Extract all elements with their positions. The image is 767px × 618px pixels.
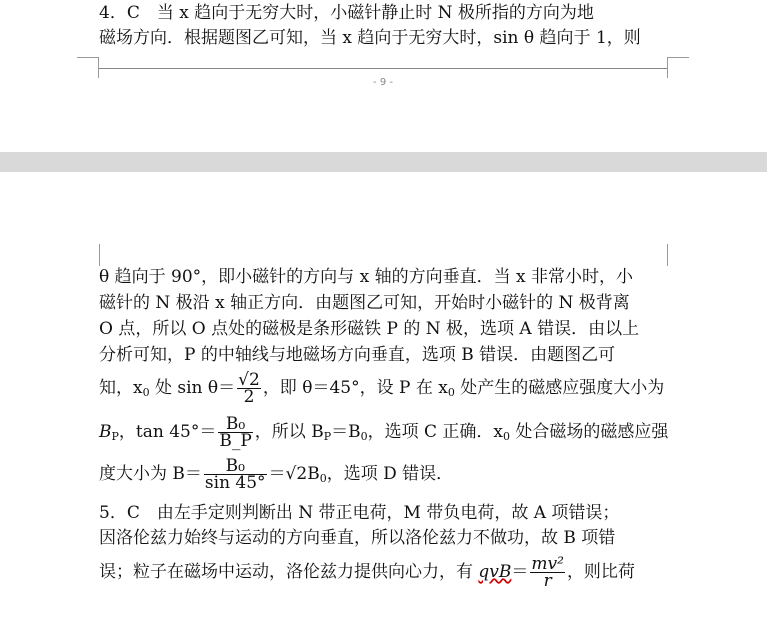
text: ，即 θ＝45°，设 P 在 x — [262, 378, 448, 398]
denominator: sin 45° — [204, 473, 266, 493]
subscript: 0 — [142, 386, 150, 399]
text: 度大小为 B＝ — [99, 464, 202, 484]
text: 处 sin θ＝ — [149, 378, 236, 398]
subscript: 0 — [319, 472, 327, 485]
text: ＝B — [331, 422, 361, 442]
paragraph-line: 因洛伦兹力始终与运动的方向垂直，所以洛伦兹力不做功，故 B 项错 — [99, 528, 616, 548]
denominator: B_P — [219, 431, 252, 451]
fraction — [237, 372, 261, 405]
subscript: 0 — [503, 430, 511, 443]
subscript: P — [323, 430, 332, 443]
paragraph-line: O 点，所以 O 点处的磁极是条形磁铁 P 的 N 极，选项 A 错误．由以上 — [99, 319, 640, 339]
paragraph-line-fraction — [99, 556, 667, 600]
crop-mark — [667, 244, 669, 266]
numerator: √2 — [238, 370, 260, 390]
denominator: 2 — [243, 387, 255, 407]
paragraph-line: 5．C 由左手定则判断出 N 带正电荷，M 带负电荷，故 A 项错误； — [99, 503, 620, 523]
numerator: B₀ — [218, 416, 252, 433]
page-number: - 9 - — [373, 77, 393, 88]
text: 处合磁场的磁感应强 — [510, 422, 669, 442]
crop-mark — [99, 244, 101, 266]
paragraph-line: 磁场方向．根据题图乙可知，当 x 趋向于无穷大时，sin θ 趋向于 1，则 — [99, 28, 641, 48]
crop-mark — [77, 57, 99, 78]
text: B — [99, 422, 112, 442]
text: ，选项 C 正确．x — [367, 422, 504, 442]
page-gap — [0, 152, 767, 172]
text: ，选项 D 错误． — [326, 464, 454, 484]
paragraph-line-fraction — [99, 416, 667, 456]
text: 知，x — [99, 378, 143, 398]
paragraph-line: 磁针的 N 极沿 x 轴正方向．由题图乙可知，开始时小磁针的 N 极背离 — [99, 293, 630, 313]
text: ，则比荷 — [566, 562, 635, 582]
footer-rule — [99, 68, 667, 69]
numerator: mv² — [531, 554, 564, 574]
document-page-top — [0, 0, 767, 152]
paragraph-line: 分析可知，P 的中轴线与地磁场方向垂直，选项 B 错误．由题图乙可 — [99, 345, 616, 365]
text: 处产生的磁感应强度大小为 — [454, 378, 665, 398]
subscript: P — [111, 430, 119, 443]
text: ＝ — [511, 562, 529, 582]
text: 误；粒子在磁场中运动，洛伦兹力提供向心力，有 — [99, 562, 479, 582]
text: ，所以 B — [254, 422, 324, 442]
paragraph-line: 4．C 当 x 趋向于无穷大时，小磁针静止时 N 极所指的方向为地 — [99, 3, 594, 23]
paragraph-line-fraction — [99, 372, 667, 412]
denominator: r — [543, 571, 552, 591]
paragraph-line-fraction — [99, 458, 667, 498]
text: ＝√2B — [268, 464, 320, 484]
subscript: 0 — [447, 386, 455, 399]
paragraph-line: θ 趋向于 90°，即小磁针的方向与 x 轴的方向垂直．当 x 非常小时，小 — [99, 267, 633, 287]
document-page-bottom — [0, 172, 767, 618]
text: ，tan 45°＝ — [118, 422, 217, 442]
subscript: 0 — [360, 430, 368, 443]
fraction — [530, 556, 565, 589]
numerator: B₀ — [204, 458, 267, 475]
fraction — [204, 458, 267, 491]
fraction — [218, 416, 252, 449]
crop-mark — [667, 57, 689, 78]
spellcheck-underlined-text: qvB — [478, 562, 512, 582]
